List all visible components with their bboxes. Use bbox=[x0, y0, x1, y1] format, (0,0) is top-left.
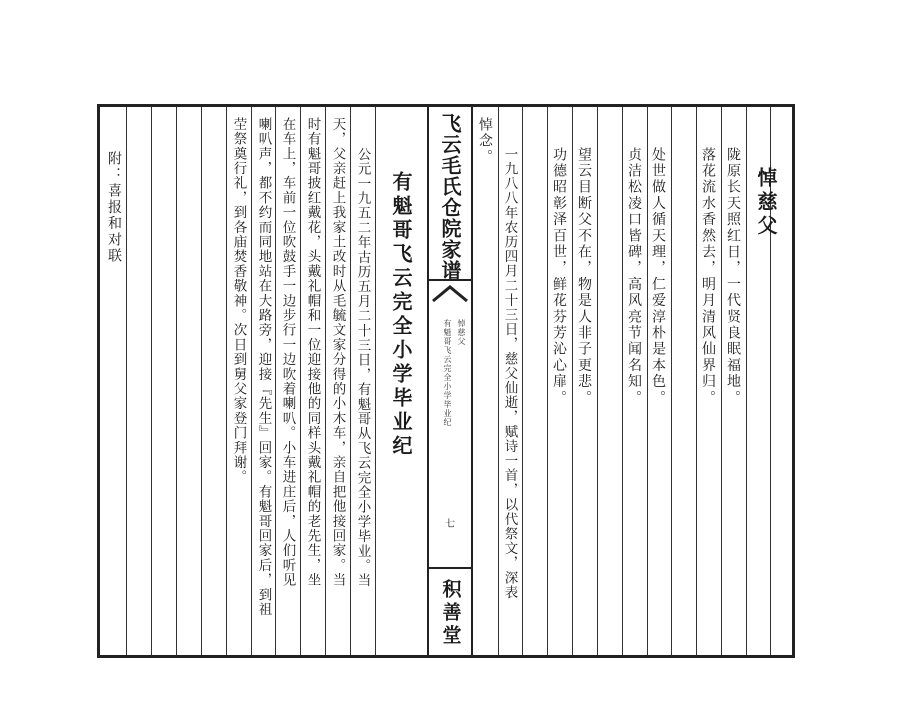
column-rule bbox=[176, 107, 177, 655]
column-rule bbox=[375, 107, 376, 655]
band-subtitle: 有魁哥飞云完全小学毕业纪 bbox=[443, 319, 452, 427]
poem-line: 落花流水香然去，明月清风仙界归。 bbox=[700, 147, 716, 407]
band-subtitle: 悼慈父 bbox=[457, 319, 466, 346]
column-rule bbox=[350, 107, 351, 655]
page-frame bbox=[97, 104, 795, 658]
column-rule bbox=[251, 107, 252, 655]
column-rule bbox=[498, 107, 499, 655]
poem-line: 贞洁松凌口皆碑，高风亮节闻名知。 bbox=[626, 147, 642, 407]
column-rule bbox=[721, 107, 722, 655]
attachment-note: 附：喜报和对联 bbox=[106, 151, 122, 265]
column-rule bbox=[622, 107, 623, 655]
column-rule bbox=[325, 107, 326, 655]
column-rule bbox=[201, 107, 202, 655]
essay-line: 天，父亲赶上我家土改时从毛毓文家分得的小木车，亲自把他接回家。当 bbox=[329, 117, 346, 588]
column-rule bbox=[597, 107, 598, 655]
column-rule bbox=[151, 107, 152, 655]
column-rule bbox=[226, 107, 227, 655]
hall-name: 积善堂 bbox=[439, 579, 462, 648]
poem-line: 陇原长天照红日，一代贤良眠福地。 bbox=[725, 147, 741, 407]
column-rule bbox=[522, 107, 523, 655]
column-rule bbox=[572, 107, 573, 655]
poem-note-line: 悼念。 bbox=[477, 117, 493, 166]
band-divider bbox=[429, 567, 471, 569]
book-title: 飞云毛氏仓院家谱 bbox=[438, 113, 462, 281]
column-rule bbox=[671, 107, 672, 655]
column-rule bbox=[746, 107, 747, 655]
essay-line: 茔祭奠行礼，到各庙焚香敬神。次日到舅父家登门拜谢。 bbox=[230, 117, 247, 485]
page-number: 七 bbox=[445, 519, 455, 530]
column-rule bbox=[300, 107, 301, 655]
essay-line: 在车上，车前一位吹鼓手一边步行一边吹着喇叭。小车进庄后，人们听见 bbox=[279, 117, 296, 588]
essay-line: 时有魁哥披红戴花，头戴礼帽和一位迎接他的同样头戴礼帽的老先生，坐 bbox=[304, 117, 321, 588]
column-rule bbox=[275, 107, 276, 655]
poem-line: 望云目断父不在，物是人非子更悲。 bbox=[576, 147, 592, 407]
column-rule bbox=[696, 107, 697, 655]
column-rule bbox=[547, 107, 548, 655]
column-rule bbox=[126, 107, 127, 655]
column-rule bbox=[647, 107, 648, 655]
poem-note-line: 一九八八年农历四月二十三日，慈父仙逝，赋诗一首，以代祭文，深表 bbox=[501, 147, 518, 600]
essay-line: 公元一九五二年古历五月二十三日，有魁哥从飞云完全小学毕业。当 bbox=[354, 147, 371, 588]
center-band bbox=[427, 107, 473, 655]
essay-line: 喇叭声，都不约而同地站在大路旁，迎接『先生』回家。有魁哥回家后，到祖 bbox=[255, 117, 272, 617]
essay-title: 有魁哥飞云完全小学毕业纪 bbox=[389, 171, 413, 459]
poem-line: 功德昭彰泽百世，鲜花芬芳沁心扉。 bbox=[551, 147, 567, 407]
fishtail-mark-icon bbox=[429, 279, 471, 307]
poem-line: 处世做人循天理，仁爱淳朴是本色。 bbox=[650, 147, 666, 407]
poem-title: 悼慈父 bbox=[754, 167, 778, 239]
